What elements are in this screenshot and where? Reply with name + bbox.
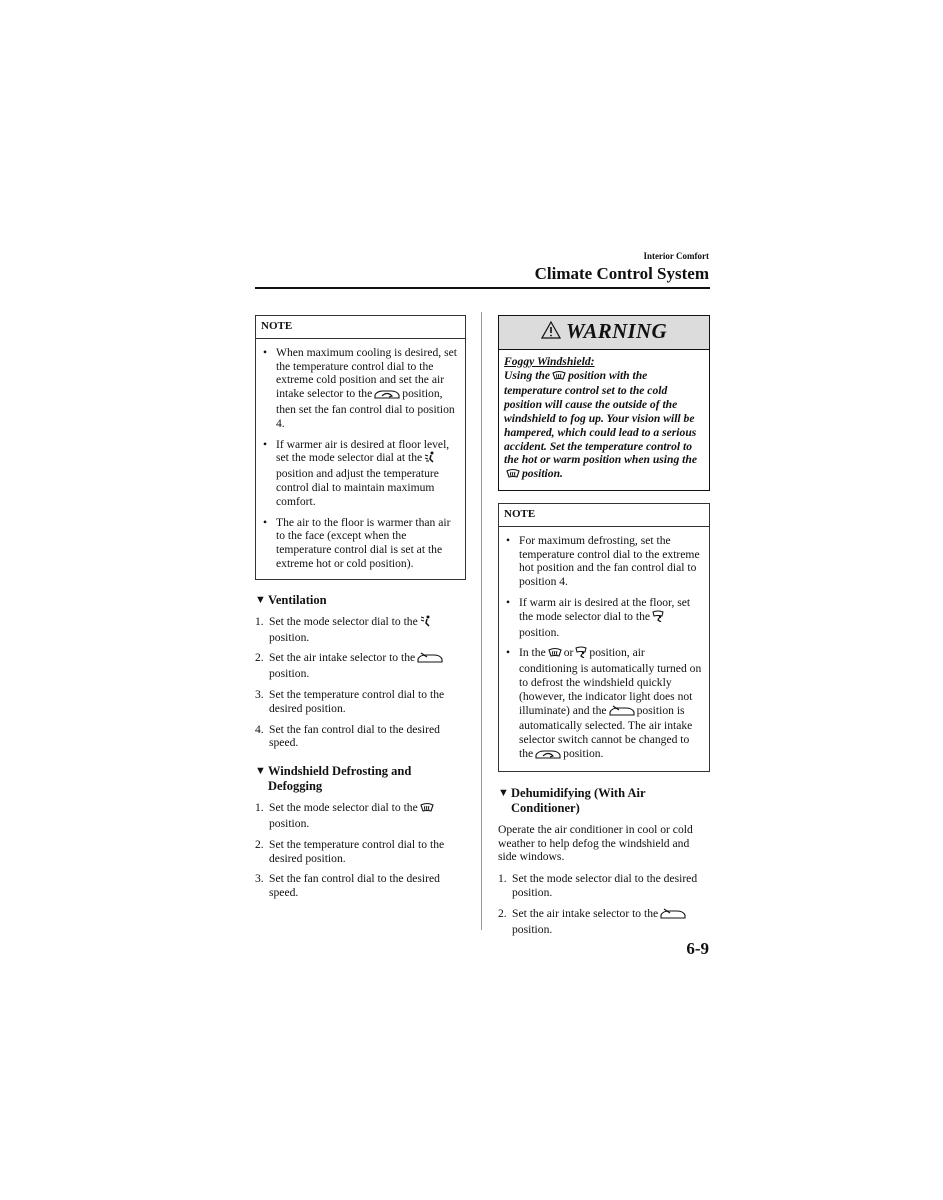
bullet-text-part: If warmer air is desired at floor level, set the mode selector dial at the xyxy=(276,437,450,465)
bullet-text-part: position, air conditioning is automatically turned on to defrost the windshield quickly (however, the indicator light does not illuminate) and the xyxy=(519,646,702,717)
bullet-text xyxy=(276,438,459,509)
note-label: NOTE xyxy=(256,316,465,339)
heading-text: Dehumidifying (With Air Conditioner) xyxy=(511,785,646,815)
fresh-air-icon xyxy=(417,652,443,667)
list-item xyxy=(255,801,466,831)
note-body xyxy=(256,339,465,579)
ventilation-heading xyxy=(255,593,466,608)
warning-text: Using the xyxy=(504,368,551,382)
bullet-text-part: If warm air is desired at the floor, set the mode selector dial to the xyxy=(519,595,691,623)
bullet-dot: • xyxy=(506,646,511,660)
bullet-text-part: position, then set the fan control dial to position 4. xyxy=(276,387,455,430)
bullet-text-part: In the xyxy=(519,646,546,660)
defrost-floor-icon xyxy=(652,610,664,626)
bullet-text xyxy=(276,346,459,431)
step-number: 3. xyxy=(255,687,264,701)
bullet-text xyxy=(519,596,703,639)
bullet-dot: • xyxy=(263,437,268,451)
step-text xyxy=(269,615,466,645)
page-title: Climate Control System xyxy=(534,264,709,283)
fresh-air-icon xyxy=(660,908,686,923)
step-text xyxy=(269,801,466,831)
face-vent-icon xyxy=(420,615,432,631)
warning-body xyxy=(499,350,709,490)
step-text-part: position. xyxy=(269,630,310,644)
note-bullet xyxy=(262,516,459,571)
triangle-icon: ▼ xyxy=(498,786,509,799)
warning-text: position with the temperature control set to the cold position will cause the outside of the windshield to fog up. Your vision will be hampered, which could lead to a serious accident. Set the temperature control to the hot or warm position when using the xyxy=(504,368,697,467)
page-number: 6-9 xyxy=(686,939,709,958)
note-bullet xyxy=(262,346,459,431)
ventilation-steps xyxy=(255,615,466,750)
header-rule xyxy=(255,287,710,289)
bullet-dot: • xyxy=(263,515,268,529)
step-number: 1. xyxy=(255,614,264,628)
defrost-steps xyxy=(255,801,466,900)
header xyxy=(535,250,709,285)
bullet-text-part: When maximum cooling is desired, set the temperature control dial to the extreme cold position and set the air intake selector to the xyxy=(276,345,457,401)
bullet-dot: • xyxy=(506,595,511,609)
step-number: 1. xyxy=(498,872,507,886)
bullet-text-part: or xyxy=(563,646,574,660)
step-number: 3. xyxy=(255,872,264,886)
step-number: 1. xyxy=(255,801,264,815)
note-body xyxy=(499,527,709,771)
list-item xyxy=(255,838,466,866)
list-item xyxy=(255,615,466,645)
list-item xyxy=(498,872,710,900)
step-text-part: position. xyxy=(269,667,310,681)
warning-triangle-icon xyxy=(541,321,561,343)
note-box xyxy=(255,315,466,580)
note-box xyxy=(498,503,710,772)
defrost-icon xyxy=(548,647,562,662)
step-text xyxy=(269,651,466,681)
note-bullet xyxy=(505,596,703,639)
step-number: 2. xyxy=(255,837,264,851)
note-bullet xyxy=(262,438,459,509)
step-text-part: Set the air intake selector to the xyxy=(512,906,659,920)
bullet-text xyxy=(519,646,703,762)
dehumidify-steps xyxy=(498,872,710,936)
step-number: 2. xyxy=(498,906,507,920)
section-label: Interior Comfort xyxy=(643,251,709,261)
step-text-part: Set the air intake selector to the xyxy=(269,651,416,665)
bullet-text-part: position. xyxy=(519,625,560,639)
note-label: NOTE xyxy=(499,504,709,527)
fresh-air-icon xyxy=(609,705,635,720)
dehumidify-heading xyxy=(498,786,710,816)
list-item xyxy=(255,723,466,751)
step-number: 4. xyxy=(255,722,264,736)
right-column xyxy=(498,315,710,943)
step-text: Set the fan control dial to the desired speed. xyxy=(269,722,440,750)
step-number: 2. xyxy=(255,651,264,665)
warning-text: position. xyxy=(522,467,563,481)
floor-vent-icon xyxy=(424,451,436,467)
bullet-text-part: position and adjust the temperature control dial to maintain maximum comfort. xyxy=(276,467,439,508)
note-bullet xyxy=(505,646,703,762)
heading-text: Ventilation xyxy=(268,592,327,607)
note-bullet xyxy=(505,534,703,589)
step-text: Set the mode selector dial to the desired position. xyxy=(512,872,698,899)
heading-text: Windshield Defrosting and Defogging xyxy=(268,764,412,794)
dehumidify-intro: Operate the air conditioner in cool or cold weather to help defog the windshield and side windows. xyxy=(498,822,693,864)
triangle-icon: ▼ xyxy=(255,765,266,778)
step-text-part: position. xyxy=(512,922,553,936)
step-text xyxy=(512,907,710,937)
defrost-floor-icon xyxy=(575,646,587,662)
step-text-part: position. xyxy=(269,816,310,830)
bullet-dot: • xyxy=(506,533,511,547)
step-text: Set the temperature control dial to the desired position. xyxy=(269,837,445,865)
list-item xyxy=(498,907,710,937)
step-text-part: Set the mode selector dial to the xyxy=(269,801,418,815)
warning-title: WARNING xyxy=(566,319,667,343)
warning-box xyxy=(498,315,710,491)
step-text: Set the fan control dial to the desired speed. xyxy=(269,872,440,900)
warning-subtitle: Foggy Windshield: xyxy=(504,354,595,368)
list-item xyxy=(255,651,466,681)
bullet-text-part: position is automatically selected. The air intake selector switch cannot be changed to the xyxy=(519,703,693,760)
defrost-icon xyxy=(420,802,434,817)
bullet-text: For maximum defrosting, set the temperature control dial to the extreme hot position and the fan control dial to position 4. xyxy=(519,533,700,589)
defrost-heading xyxy=(255,764,466,794)
column-divider xyxy=(481,312,482,930)
warning-header xyxy=(499,316,709,350)
list-item xyxy=(255,872,466,900)
recirculate-icon xyxy=(374,388,400,403)
triangle-icon: ▼ xyxy=(255,593,266,606)
bullet-text: The air to the floor is warmer than air to the face (except when the temperature control dial is set at the extreme hot or cold position). xyxy=(276,515,451,570)
left-column xyxy=(255,315,466,907)
step-text: Set the temperature control dial to the desired position. xyxy=(269,687,445,715)
recirculate-icon xyxy=(535,748,561,763)
defrost-icon xyxy=(506,468,520,483)
bullet-text-part: position. xyxy=(563,746,604,760)
step-text-part: Set the mode selector dial to the xyxy=(269,614,418,628)
bullet-dot: • xyxy=(263,345,268,359)
spacer xyxy=(498,491,710,503)
list-item xyxy=(255,688,466,716)
defrost-icon xyxy=(552,370,566,385)
